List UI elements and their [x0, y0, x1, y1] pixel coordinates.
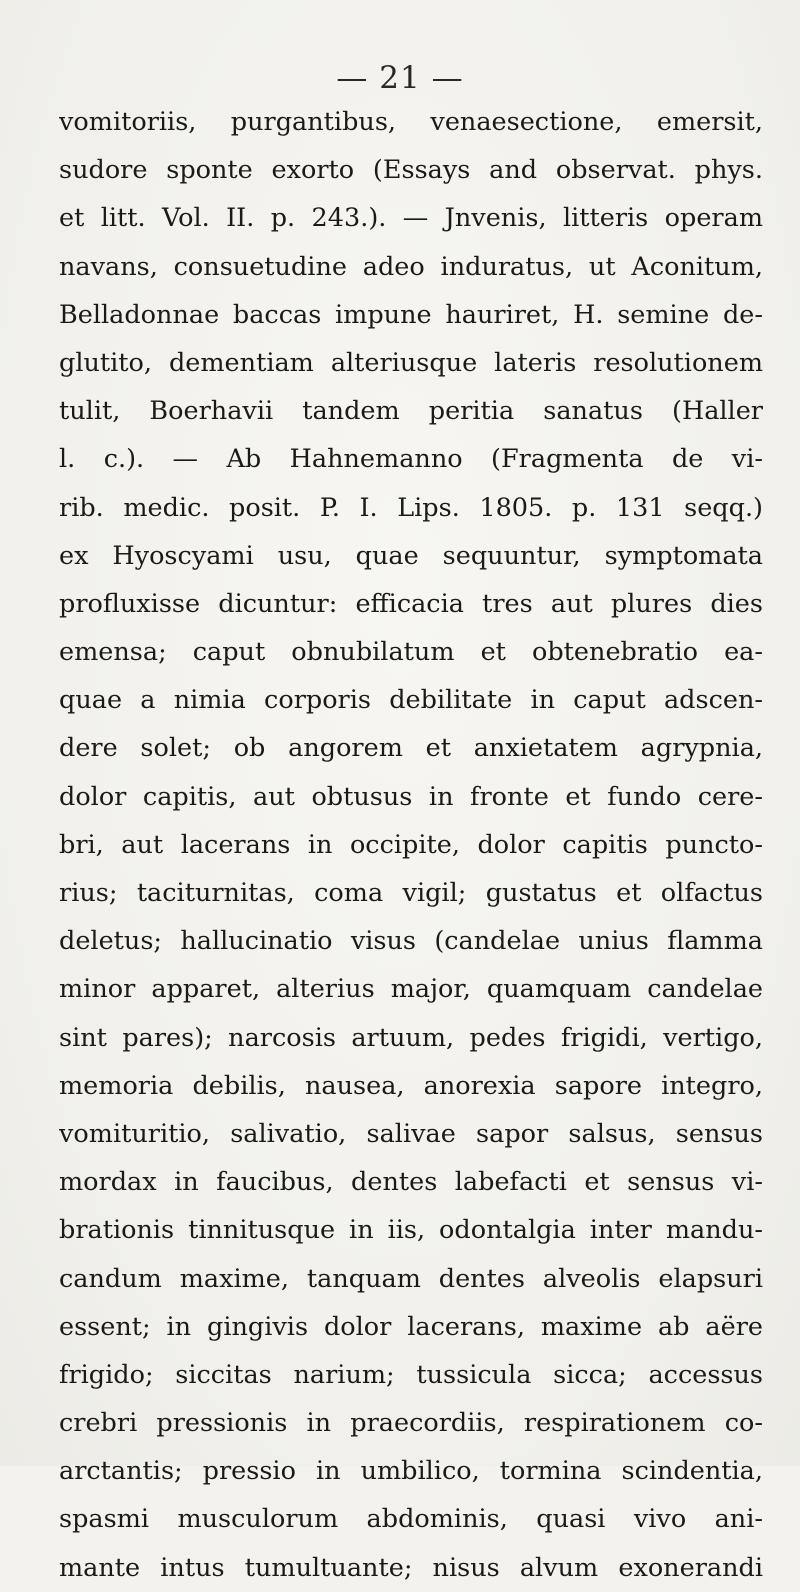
text-line: dere solet; ob angorem et anxietatem agrypnia,: [59, 733, 763, 764]
text-line: essent; in gingivis dolor lacerans, maxime ab aëre: [59, 1311, 763, 1342]
text-line: arctantis; pressio in umbilico, tormina scindentia,: [59, 1456, 763, 1487]
text-line: vomituritio, salivatio, salivae sapor salsus, sensus: [59, 1118, 763, 1149]
text-line: emensa; caput obnubilatum et obtenebratio ea-: [59, 637, 763, 668]
text-line: et litt. Vol. II. p. 243.). — Jnvenis, litteris operam: [59, 203, 763, 234]
text-line: sudore sponte exorto (Essays and observat. phys.: [59, 155, 763, 186]
text-line: deletus; hallucinatio visus (candelae unius flamma: [59, 926, 763, 957]
text-line: vomitoriis, purgantibus, venaesectione, emersit,: [59, 107, 763, 137]
text-line: l. c.). — Ab Hahnemanno (Fragmenta de vi-: [59, 444, 763, 475]
text-line: navans, consuetudine adeo induratus, ut Aconitum,: [59, 251, 763, 282]
text-line: bri, aut lacerans in occipite, dolor capitis puncto-: [59, 829, 763, 860]
text-line: minor apparet, alterius major, quamquam candelae: [59, 974, 763, 1005]
text-line: memoria debilis, nausea, anorexia sapore integro,: [59, 1070, 763, 1101]
page-body-text: [59, 98, 763, 1592]
text-line: ex Hyoscyami usu, quae sequuntur, symptomata: [59, 540, 763, 571]
text-line: glutito, dementiam alteriusque lateris resolutionem: [59, 347, 763, 378]
text-line: rib. medic. posit. P. I. Lips. 1805. p. 131 seqq.): [59, 492, 763, 523]
text-line: crebri pressionis in praecordiis, respirationem co-: [59, 1408, 763, 1439]
text-line: rius; taciturnitas, coma vigil; gustatus et olfactus: [59, 878, 763, 908]
page-number: — 21 —: [336, 60, 464, 96]
text-line: candum maxime, tanquam dentes alveolis elapsuri: [59, 1263, 763, 1294]
text-line: spasmi musculorum abdominis, quasi vivo ani-: [59, 1504, 763, 1535]
text-line: tulit, Boerhavii tandem peritia sanatus (Haller: [59, 396, 763, 427]
text-line: sint pares); narcosis artuum, pedes frigidi, vertigo,: [59, 1022, 763, 1053]
text-line: brationis tinnitusque in iis, odontalgia inter mandu-: [59, 1215, 763, 1246]
text-line: mante intus tumultuante; nisus alvum exonerandi: [59, 1552, 763, 1583]
text-line: profluxisse dicuntur: efficacia tres aut plures dies: [59, 588, 763, 619]
text-line: mordax in faucibus, dentes labefacti et sensus vi-: [59, 1167, 763, 1198]
text-line: dolor capitis, aut obtusus in fronte et fundo cere-: [59, 781, 763, 812]
text-line: frigido; siccitas narium; tussicula sicca; accessus: [59, 1359, 763, 1390]
text-line: quae a nimia corporis debilitate in caput adscen-: [59, 685, 763, 716]
text-line: Belladonnae baccas impune hauriret, H. semine de-: [59, 299, 763, 330]
